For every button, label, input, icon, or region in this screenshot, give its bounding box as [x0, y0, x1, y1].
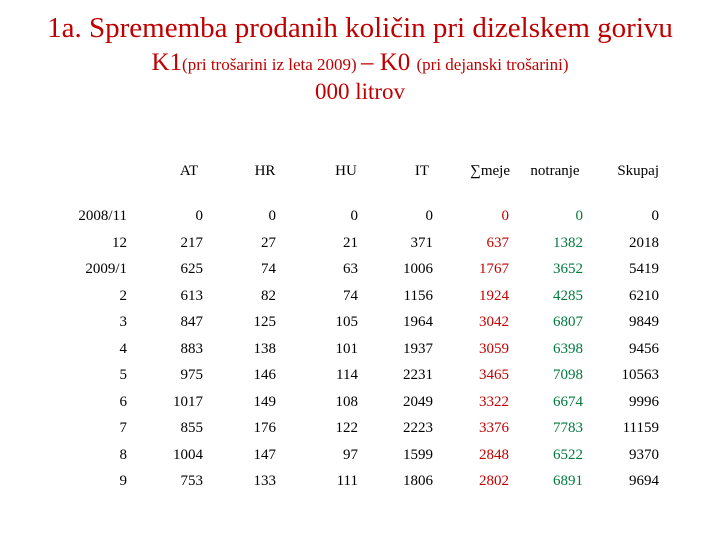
column-header: HU — [335, 163, 357, 179]
row-label: 8 — [119, 447, 127, 463]
table-cell: 1017 — [173, 394, 203, 410]
table-cell: 2018 — [629, 235, 659, 251]
table-cell: 0 — [350, 208, 358, 224]
table-cell: 1924 — [479, 288, 509, 304]
row-label: 4 — [119, 341, 127, 357]
subtitle — [0, 48, 720, 81]
row-label: 2 — [119, 288, 127, 304]
table-cell: 0 — [575, 208, 583, 224]
table-cell: 147 — [253, 447, 276, 463]
table-cell: 82 — [261, 288, 276, 304]
column-header: notranje — [530, 163, 580, 179]
subtitle-k0: – K0 — [360, 49, 417, 76]
table-cell: 1964 — [403, 314, 433, 330]
table-cell: 217 — [180, 235, 203, 251]
row-label: 12 — [112, 235, 127, 251]
table-cell: 2231 — [403, 367, 433, 383]
table-cell: 125 — [253, 314, 276, 330]
table-cell: 9370 — [629, 447, 659, 463]
table-cell: 9694 — [629, 473, 659, 489]
table-cell: 27 — [261, 235, 276, 251]
table-cell: 753 — [180, 473, 203, 489]
table-cell: 6522 — [553, 447, 583, 463]
table-cell: 1006 — [403, 261, 433, 277]
table-cell: 1806 — [403, 473, 433, 489]
table-cell: 122 — [335, 420, 358, 436]
table-cell: 114 — [336, 367, 358, 383]
table-cell: 4285 — [553, 288, 583, 304]
table-cell: 1937 — [403, 341, 433, 357]
table-cell: 6674 — [553, 394, 583, 410]
table-cell: 847 — [180, 314, 203, 330]
table-cell: 1156 — [403, 288, 433, 304]
table-cell: 1382 — [553, 235, 583, 251]
table-cell: 3059 — [479, 341, 509, 357]
table-cell: 6398 — [553, 341, 583, 357]
table-cell: 883 — [180, 341, 203, 357]
row-label: 6 — [119, 394, 127, 410]
row-label: 5 — [119, 367, 127, 383]
table-cell: 149 — [253, 394, 276, 410]
table-cell: 0 — [651, 208, 659, 224]
table-cell: 9849 — [629, 314, 659, 330]
row-label: 9 — [119, 473, 127, 489]
table-cell: 21 — [343, 235, 358, 251]
table-cell: 2223 — [403, 420, 433, 436]
table-cell: 6807 — [553, 314, 583, 330]
page-title: 1a. Sprememba prodanih količin pri dizelskem gorivu — [47, 12, 673, 44]
table-cell: 105 — [335, 314, 358, 330]
table-cell: 63 — [343, 261, 358, 277]
table-cell: 2049 — [403, 394, 433, 410]
table-cell: 9456 — [629, 341, 659, 357]
table-cell: 146 — [253, 367, 276, 383]
unit-label: 000 litrov — [314, 79, 406, 104]
table-cell: 74 — [343, 288, 358, 304]
row-label: 2008/11 — [78, 208, 127, 224]
table-cell: 0 — [425, 208, 433, 224]
table-cell: 855 — [180, 420, 203, 436]
table-cell: 3652 — [553, 261, 583, 277]
table-cell: 7783 — [553, 420, 583, 436]
table-cell: 0 — [195, 208, 203, 224]
column-header: AT — [179, 163, 199, 179]
table-cell: 74 — [261, 261, 276, 277]
table-cell: 101 — [335, 341, 358, 357]
column-header: ∑meje — [470, 163, 510, 179]
table-cell: 10563 — [621, 367, 659, 383]
column-header: Skupaj — [617, 163, 659, 179]
table-cell: 0 — [268, 208, 276, 224]
table-cell: 1767 — [479, 261, 509, 277]
row-label: 2009/1 — [85, 261, 127, 277]
column-header: IT — [414, 163, 430, 179]
table-cell: 3042 — [479, 314, 509, 330]
table-cell: 625 — [180, 261, 203, 277]
table-cell: 2802 — [479, 473, 509, 489]
table-cell: 9996 — [629, 394, 659, 410]
table-cell: 3322 — [479, 394, 509, 410]
table-cell: 637 — [486, 235, 509, 251]
table-cell: 6210 — [629, 288, 659, 304]
table-cell: 11159 — [622, 420, 659, 436]
table-cell: 6891 — [553, 473, 583, 489]
row-label: 3 — [119, 314, 127, 330]
table-cell: 97 — [343, 447, 358, 463]
table-cell: 176 — [253, 420, 276, 436]
table-cell: 0 — [501, 208, 509, 224]
table-cell: 3465 — [479, 367, 509, 383]
subtitle-k1: K1 — [151, 49, 183, 76]
table-cell: 133 — [253, 473, 276, 489]
table-cell: 108 — [335, 394, 358, 410]
table-cell: 1599 — [403, 447, 433, 463]
subtitle-k0-note: (pri dejanski trošarini) — [416, 55, 569, 74]
subtitle-k1-note: (pri trošarini iz leta 2009) — [182, 55, 361, 74]
table-cell: 5419 — [629, 261, 659, 277]
table-cell: 1004 — [173, 447, 203, 463]
table-cell: 2848 — [479, 447, 509, 463]
table-cell: 371 — [410, 235, 433, 251]
table-cell: 975 — [180, 367, 203, 383]
table-cell: 613 — [180, 288, 203, 304]
table-cell: 7098 — [553, 367, 583, 383]
column-header: HR — [254, 163, 276, 179]
table-cell: 111 — [336, 473, 358, 489]
table-cell: 138 — [253, 341, 276, 357]
row-label: 7 — [119, 420, 127, 436]
table-cell: 3376 — [479, 420, 509, 436]
